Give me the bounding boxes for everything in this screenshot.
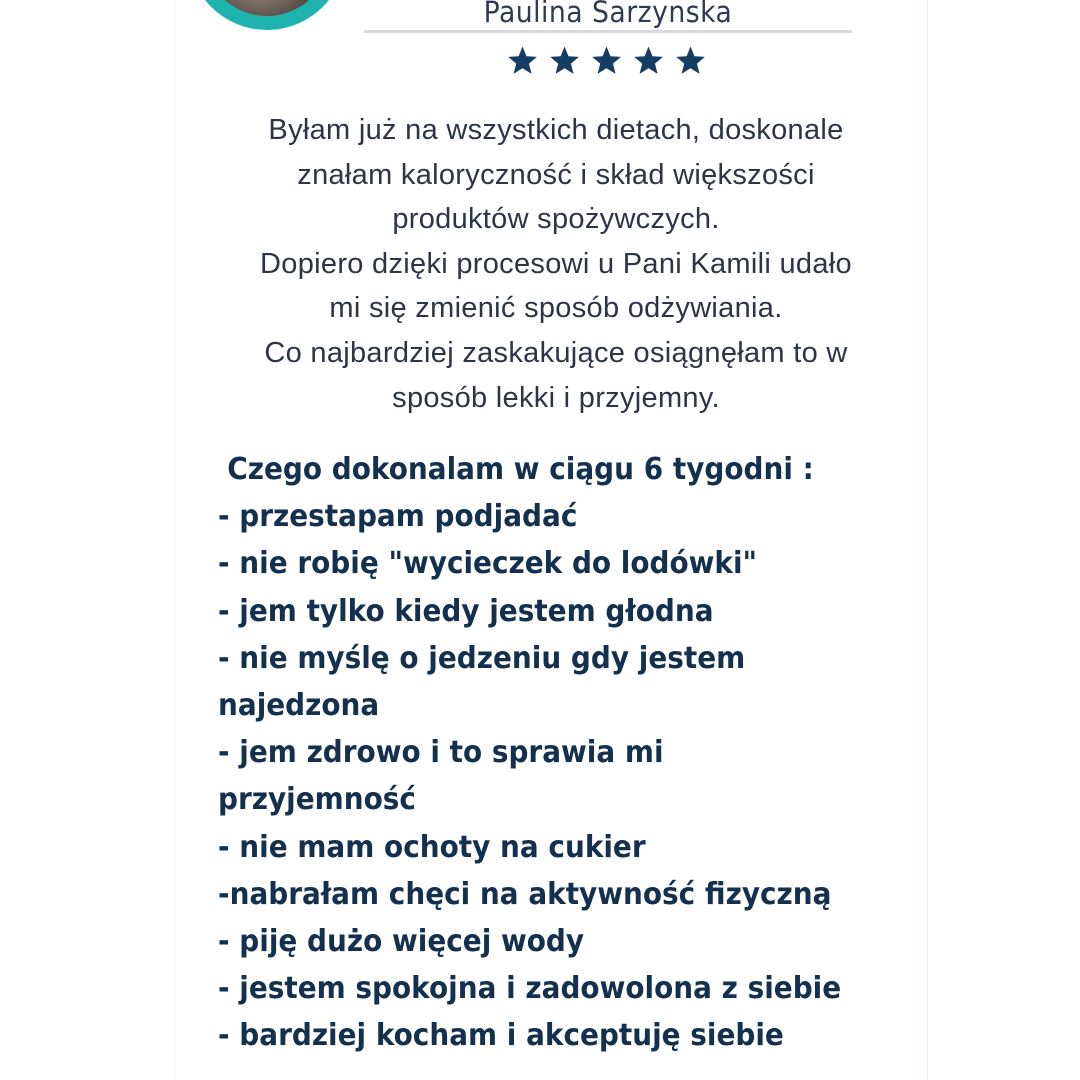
star-icon <box>590 44 623 77</box>
achievement-item: - jestem spokojna i zadowolona z siebie <box>218 971 842 1007</box>
achievement-item: - jem zdrowo i to sprawia mi <box>218 735 664 771</box>
achievements-list <box>218 446 918 1060</box>
name-divider <box>364 30 852 33</box>
avatar-photo <box>202 0 332 16</box>
achievement-item-continuation: przyjemność <box>218 782 416 818</box>
achievement-item: - piję dużo więcej wody <box>218 924 585 960</box>
intro-line: produktów spożywczych. <box>392 203 720 236</box>
achievement-item: - przestapam podjadać <box>218 499 578 535</box>
achievement-item-continuation: najedzona <box>218 688 380 724</box>
achievement-item: -nabrałam chęci na aktywność fizyczną <box>218 876 832 912</box>
star-icon <box>506 44 539 77</box>
intro-line: sposób lekki i przyjemny. <box>392 381 720 414</box>
achievements-heading: Czego dokonalam w ciągu 6 tygodni : <box>227 452 814 487</box>
achievement-item: - nie robię "wycieczek do lodówki" <box>218 546 758 582</box>
intro-line: mi się zmienić sposób odżywiania. <box>329 292 783 325</box>
achievement-item: - jem tylko kiedy jestem głodna <box>218 593 714 629</box>
testimonial-intro <box>196 108 916 420</box>
intro-line: Co najbardziej zaskakujące osiągnęłam to w <box>264 336 848 369</box>
star-rating <box>506 44 707 77</box>
author-name: Paulina Sarzynska <box>483 0 733 29</box>
star-icon <box>548 44 581 77</box>
star-icon <box>632 44 665 77</box>
intro-line: znałam kaloryczność i skład większości <box>297 158 815 191</box>
intro-line: Dopiero dzięki procesowi u Pani Kamili udało <box>260 247 852 280</box>
achievement-item: - nie myślę o jedzeniu gdy jestem <box>218 640 746 676</box>
intro-line: Byłam już na wszystkich dietach, doskonale <box>268 114 844 146</box>
achievement-item: - nie mam ochoty na cukier <box>218 829 646 865</box>
star-icon <box>674 44 707 77</box>
achievement-item: - bardziej kocham i akceptuję siebie <box>218 1018 784 1054</box>
